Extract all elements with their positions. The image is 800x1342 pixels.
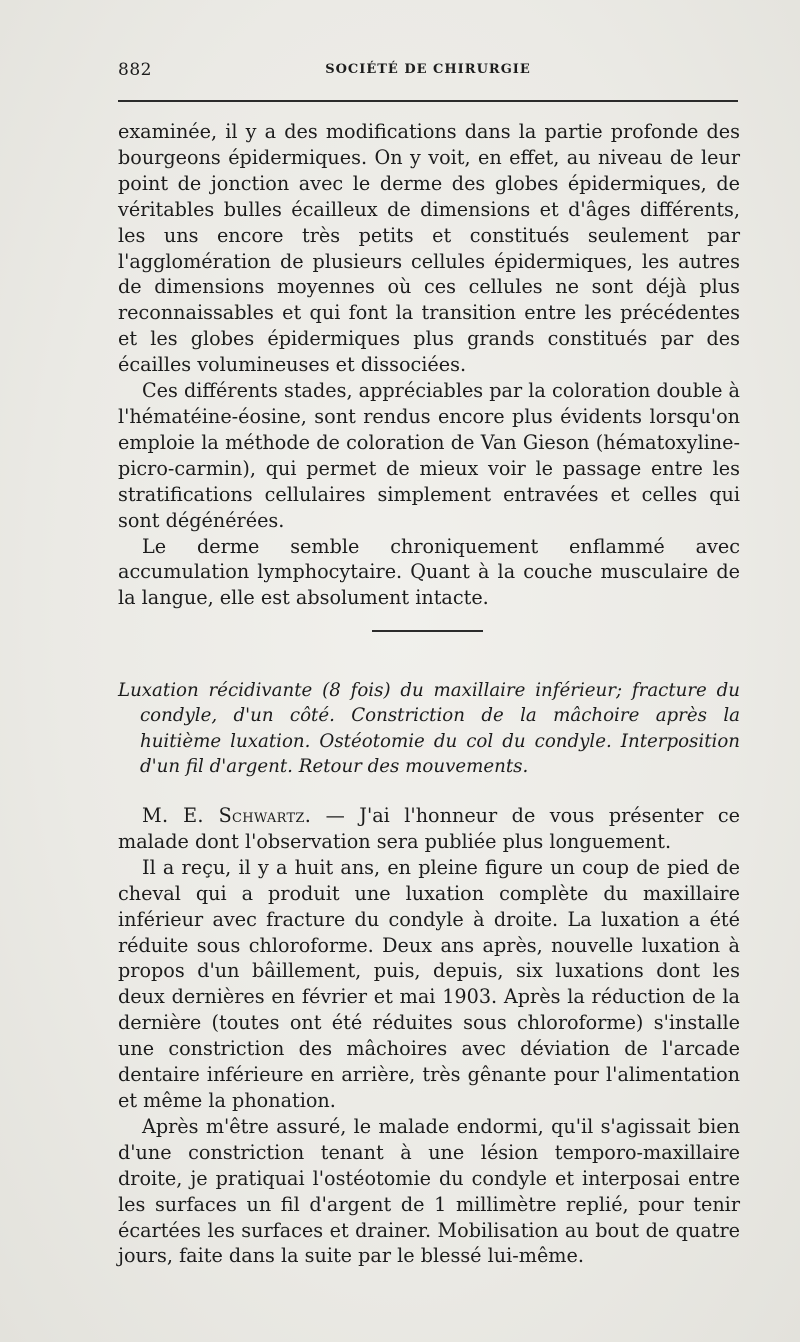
paragraph: Ces différents stades, appréciables par la coloration double à l'hématéine-éosine, sont rendus encore plus évidents lorsqu'on emploie la méthode de coloration de Van Gieson (hématoxyline-picro-carmin), qui permet de mieux voir le passage entre les stratifications cellulaires simplement entravées et celles qui sont dégénérées. — [118, 379, 740, 532]
page-header — [118, 60, 738, 86]
running-head: SOCIÉTÉ DE CHIRURGIE — [325, 62, 531, 77]
article-continuation — [118, 119, 740, 611]
paragraph — [118, 803, 740, 855]
header-rule — [118, 100, 738, 102]
paragraph: Après m'être assuré, le malade endormi, qu'il s'agissait bien d'une constriction tenant à une lésion temporo-maxillaire droite, je pratiquai l'ostéotomie du condyle et interposai entre les surfaces un fil d'argent de 1 millimètre replié, pour tenir écartées les surfaces et drainer. Mobilisation au bout de quatre jours, faite dans la suite par le blessé lui-même. — [118, 1114, 740, 1268]
paragraph-text: — J'ai l'honneur de vous présenter ce malade dont l'observation sera publiée plus longuement. — [118, 804, 740, 853]
paragraph: examinée, il y a des modifications dans la partie profonde des bourgeons épidermiques. On y voit, en effet, au niveau de leur point de jonction avec le derme des globes épidermiques, de véritables bulles écailleux de dimensions et d'âges différents, les uns encore très petits et constitués seulement par l'agglomération de plusieurs cellules épidermiques, les autres de dimensions moyennes où ces cellules ne sont déjà plus reconnaissables et qui font la transition entre les précédentes et les globes épidermiques plus grands constitués par des écailles volumineuses et dissociées. — [118, 120, 740, 377]
page-number: 882 — [118, 60, 152, 80]
section-divider — [372, 630, 483, 632]
paragraph: Le derme semble chroniquement enflammé avec accumulation lymphocytaire. Quant à la couche musculaire de la langue, elle est absolument intacte. — [118, 534, 740, 610]
section-title: Luxation récidivante (8 fois) du maxillaire inférieur; fracture du condyle, d'un côté. Constriction de la mâchoire après la huitième luxation. Ostéotomie du col du condyle. Interposition d'un fil d'argent. Retour des mouvements. — [118, 680, 740, 778]
author-name: M. E. Schwartz. — [142, 804, 312, 827]
paragraph: Il a reçu, il y a huit ans, en pleine figure un coup de pied de cheval qui a produit une luxation complète du maxillaire inférieur avec fracture du condyle à droite. La luxation a été réduite sous chloroforme. Deux ans après, nouvelle luxation à propos d'un bâillement, puis, depuis, six luxations dont les deux dernières en février et mai 1903. Après la réduction de la dernière (toutes ont été réduites sous chloroforme) s'installe une constriction des mâchoires avec déviation de l'arcade dentaire inférieure en arrière, très gênante pour l'alimentation et même la phonation. — [118, 855, 740, 1112]
case-report — [118, 803, 740, 1269]
